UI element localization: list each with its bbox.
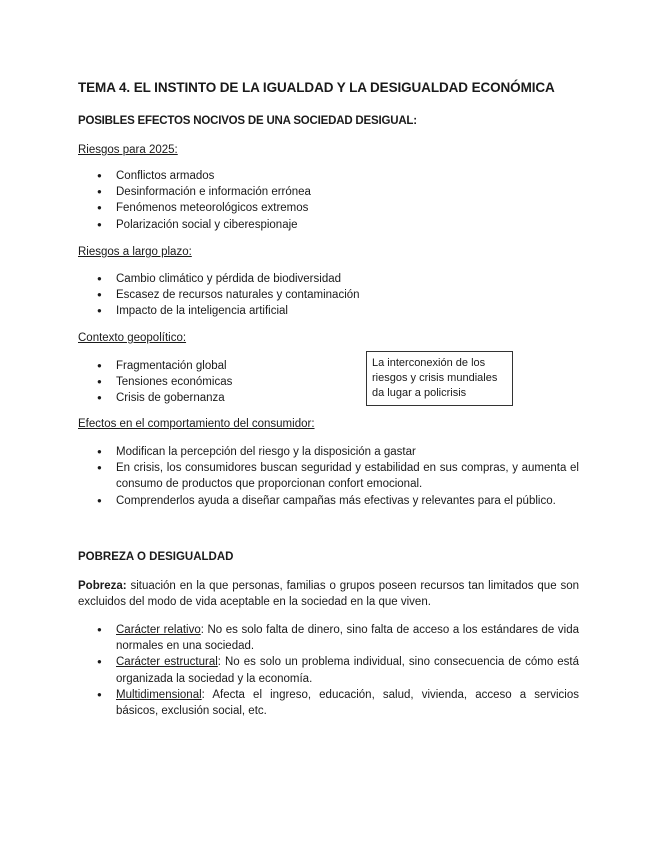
policrisis-callout-box: La interconexión de los riesgos y crisis mundiales da lugar a policrisis	[366, 351, 513, 406]
list-item: ● Fragmentación global	[78, 358, 232, 374]
list-item	[78, 687, 579, 719]
list-item: ● Impacto de la inteligencia artificial	[78, 303, 360, 319]
item-label: Carácter estructural	[116, 656, 218, 669]
list-item: ● En crisis, los consumidores buscan seguridad y estabilidad en sus compras, y aumenta el consumo de productos que proporcionan confort emocional.	[78, 460, 579, 492]
riesgos-2025-list	[78, 168, 311, 233]
list-item: ● Modifican la percepción del riesgo y la disposición a gastar	[78, 444, 579, 460]
list-item: ● Tensiones económicas	[78, 374, 232, 390]
item-text: : No es solo falta de dinero, sino falta de acceso a los estándares de vida normales en una sociedad.	[116, 624, 579, 653]
list-item: ● Conflictos armados	[78, 168, 311, 184]
pobreza-term: Pobreza:	[78, 580, 127, 592]
list-item	[78, 622, 579, 654]
pobreza-list	[78, 622, 579, 719]
item-label: Carácter relativo	[116, 624, 201, 636]
contexto-list	[78, 358, 232, 407]
page-title: TEMA 4. EL INSTINTO DE LA IGUALDAD Y LA DESIGUALDAD ECONÓMICA	[78, 80, 555, 95]
item-text: : Afecta el ingreso, educación, salud, vivienda, acceso a servicios básicos, exclusión social, etc.	[116, 688, 579, 718]
pobreza-section-heading: POBREZA O DESIGUALDAD	[78, 551, 234, 563]
riesgos-2025-heading: Riesgos para 2025:	[78, 144, 178, 156]
list-item: ● Comprenderlos ayuda a diseñar campañas más efectivas y relevantes para el público.	[78, 493, 579, 509]
list-item: ● Crisis de gobernanza	[78, 390, 232, 406]
item-label: Multidimensional	[116, 688, 202, 701]
list-item: ● Escasez de recursos naturales y contaminación	[78, 287, 360, 303]
pobreza-definition	[78, 578, 579, 610]
contexto-heading: Contexto geopolítico:	[78, 332, 187, 344]
list-item: ● Desinformación e información errónea	[78, 184, 311, 200]
item-text: : No es solo un problema individual, sino consecuencia de cómo está organizada la sociedad y la economía.	[116, 656, 579, 685]
pobreza-definition-text: situación en la que personas, familias o grupos poseen recursos tan limitados que son excluidos del modo de vida aceptable en la sociedad en la que viven.	[78, 580, 579, 609]
list-item: ● Cambio climático y pérdida de biodiversidad	[78, 271, 360, 287]
efectos-list	[78, 444, 579, 509]
efectos-heading: Efectos en el comportamiento del consumidor:	[78, 418, 315, 430]
riesgos-largo-list	[78, 271, 360, 320]
list-item: ● Fenómenos meteorológicos extremos	[78, 200, 311, 216]
list-item: ● Polarización social y ciberespionaje	[78, 217, 311, 233]
riesgos-largo-heading: Riesgos a largo plazo:	[78, 246, 192, 258]
list-item	[78, 654, 579, 686]
section-subtitle: POSIBLES EFECTOS NOCIVOS DE UNA SOCIEDAD DESIGUAL:	[78, 115, 417, 127]
